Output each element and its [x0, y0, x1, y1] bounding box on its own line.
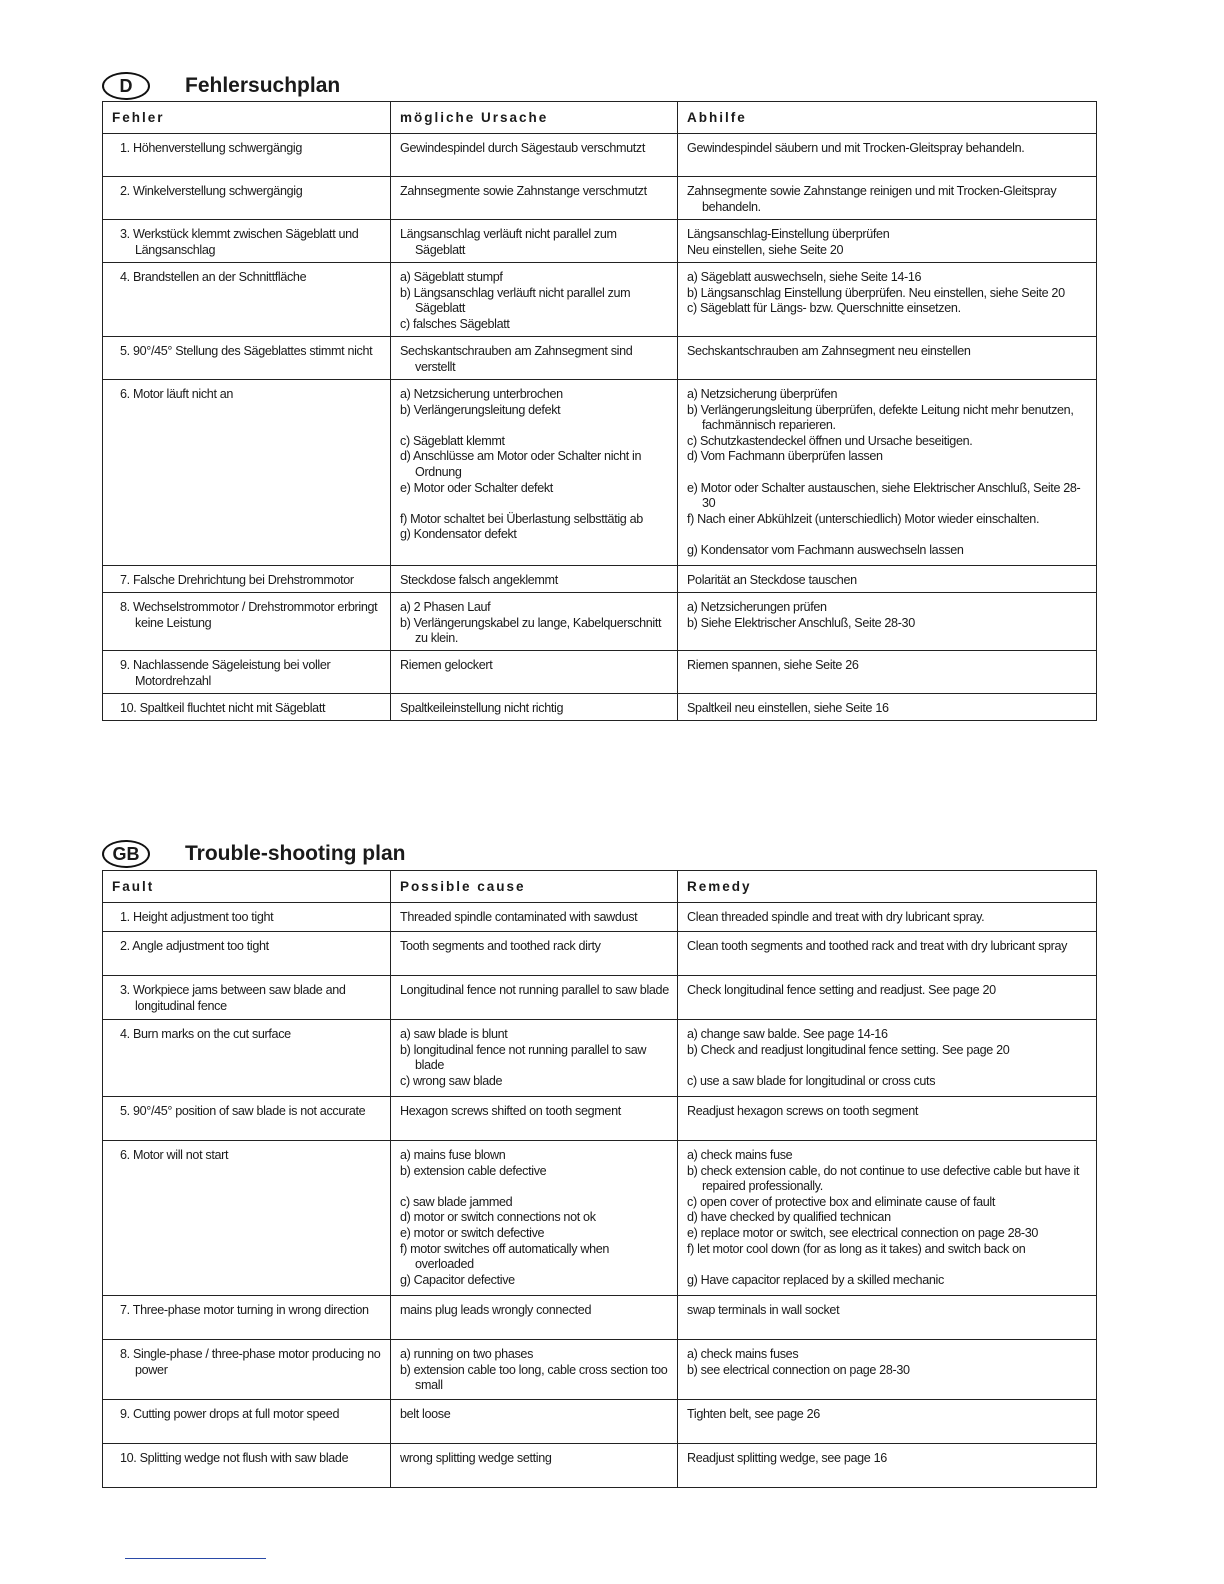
- language-badge-de: D: [102, 72, 150, 100]
- remedy-line: b) Siehe Elektrischer Anschluß, Seite 28-30: [687, 615, 915, 630]
- remedy-line: d) Vom Fachmann überprüfen lassen: [687, 449, 883, 464]
- cause-line: f) Motor schaltet bei Überlastung selbsttätig ab: [400, 511, 643, 526]
- cause-cell: [391, 1296, 678, 1340]
- remedy-cell: [678, 1097, 1097, 1141]
- remedy-line: a) Netzsicherung überprüfen: [687, 387, 838, 401]
- fault-line: 6. Motor läuft nicht an: [120, 387, 234, 401]
- fault-line: 7. Falsche Drehrichtung bei Drehstrommotor: [120, 573, 354, 587]
- fault-line: 8. Wechselstrommotor / Drehstrommotor erbringt keine Leistung: [120, 600, 378, 630]
- remedy-line: Readjust hexagon screws on tooth segment: [687, 1104, 919, 1118]
- remedy-line: Clean tooth segments and toothed rack and treat with dry lubricant spray: [687, 939, 1068, 953]
- cause-line: c) Sägeblatt klemmt: [400, 433, 505, 448]
- cause-line: Sechskantschrauben am Zahnsegment sind verstellt: [400, 344, 633, 374]
- cause-cell: [391, 932, 678, 976]
- cause-line: [400, 418, 669, 434]
- remedy-cell: [678, 903, 1097, 932]
- remedy-line: Neu einstellen, siehe Seite 20: [687, 242, 844, 257]
- remedy-cell: [678, 566, 1097, 593]
- remedy-line: e) Motor oder Schalter austauschen, siehe Elektrischer Anschluß, Seite 28-30: [687, 480, 1081, 511]
- cause-line: b) extension cable defective: [400, 1163, 547, 1178]
- remedy-cell: [678, 220, 1097, 263]
- table-row: [103, 1400, 1097, 1444]
- cause-line: a) running on two phases: [400, 1347, 534, 1361]
- cause-line: f) motor switches off automatically when overloaded: [400, 1241, 610, 1272]
- fault-line: 2. Winkelverstellung schwergängig: [120, 184, 303, 198]
- cause-cell: [391, 566, 678, 593]
- cause-cell: [391, 1340, 678, 1400]
- cause-line: Spaltkeileinstellung nicht richtig: [400, 701, 564, 715]
- fault-cell: [103, 566, 391, 593]
- cause-line: b) Längsanschlag verläuft nicht parallel zum Sägeblatt: [400, 285, 631, 316]
- column-header-fault: Fault: [103, 871, 391, 903]
- remedy-cell: [678, 1141, 1097, 1296]
- fault-line: 9. Nachlassende Sägeleistung bei voller Motordrehzahl: [120, 658, 331, 688]
- fault-line: 7. Three-phase motor turning in wrong direction: [120, 1303, 369, 1317]
- remedy-line: Check longitudinal fence setting and readjust. See page 20: [687, 983, 996, 997]
- cause-line: [400, 1179, 669, 1195]
- fault-line: 2. Angle adjustment too tight: [120, 939, 269, 953]
- troubleshooting-table-de: [102, 101, 1097, 721]
- table-row: [103, 380, 1097, 566]
- cause-line: a) saw blade is blunt: [400, 1027, 508, 1041]
- cause-cell: [391, 593, 678, 651]
- cause-line: Riemen gelockert: [400, 658, 493, 672]
- table-row: [103, 134, 1097, 177]
- cause-line: belt loose: [400, 1407, 451, 1421]
- cause-line: mains plug leads wrongly connected: [400, 1303, 592, 1317]
- remedy-cell: [678, 1020, 1097, 1097]
- cause-cell: [391, 651, 678, 694]
- fault-line: 6. Motor will not start: [120, 1148, 229, 1162]
- remedy-cell: [678, 263, 1097, 337]
- remedy-cell: [678, 694, 1097, 721]
- cause-cell: [391, 1444, 678, 1488]
- fault-cell: [103, 903, 391, 932]
- fault-line: 4. Brandstellen an der Schnittfläche: [120, 270, 307, 284]
- remedy-line: a) change saw balde. See page 14-16: [687, 1027, 888, 1041]
- language-badge-gb: GB: [102, 840, 150, 868]
- remedy-line: a) Netzsicherungen prüfen: [687, 600, 827, 614]
- table-row: [103, 694, 1097, 721]
- column-header-cause: Possible cause: [391, 871, 678, 903]
- table-row: [103, 337, 1097, 380]
- fault-line: 1. Height adjustment too tight: [120, 910, 274, 924]
- table-row: [103, 1340, 1097, 1400]
- cause-line: c) wrong saw blade: [400, 1073, 503, 1088]
- remedy-line: b) Längsanschlag Einstellung überprüfen. Neu einstellen, siehe Seite 20: [687, 285, 1065, 300]
- remedy-line: f) let motor cool down (for as long as it takes) and switch back on: [687, 1241, 1026, 1256]
- remedy-line: c) Sägeblatt für Längs- bzw. Querschnitte einsetzen.: [687, 301, 961, 316]
- fault-cell: [103, 1400, 391, 1444]
- remedy-line: Polarität an Steckdose tauschen: [687, 573, 857, 587]
- fault-cell: [103, 337, 391, 380]
- remedy-cell: [678, 932, 1097, 976]
- cause-cell: [391, 1097, 678, 1141]
- section-title-de: Fehlersuchplan: [185, 74, 341, 97]
- fault-line: 3. Werkstück klemmt zwischen Sägeblatt und Längsanschlag: [120, 227, 359, 257]
- fault-cell: [103, 976, 391, 1020]
- fault-line: 3. Workpiece jams between saw blade and longitudinal fence: [120, 983, 346, 1013]
- remedy-line: Gewindespindel säubern und mit Trocken-Gleitspray behandeln.: [687, 141, 1025, 155]
- fault-cell: [103, 694, 391, 721]
- footer-rule: [125, 1558, 266, 1559]
- cause-line: a) Sägeblatt stumpf: [400, 270, 503, 284]
- cause-line: c) saw blade jammed: [400, 1194, 513, 1209]
- cause-line: Hexagon screws shifted on tooth segment: [400, 1104, 621, 1118]
- remedy-line: c) use a saw blade for longitudinal or cross cuts: [687, 1073, 936, 1088]
- table-row: [103, 1141, 1097, 1296]
- cause-cell: [391, 1400, 678, 1444]
- remedy-line: Spaltkeil neu einstellen, siehe Seite 16: [687, 701, 889, 715]
- remedy-cell: [678, 1400, 1097, 1444]
- column-header-remedy: Abhilfe: [678, 102, 1097, 134]
- cause-line: e) motor or switch defective: [400, 1225, 545, 1240]
- remedy-cell: [678, 1340, 1097, 1400]
- cause-cell: [391, 220, 678, 263]
- remedy-line: c) Schutzkastendeckel öffnen und Ursache beseitigen.: [687, 433, 973, 448]
- cause-line: b) Verlängerungsleitung defekt: [400, 402, 561, 417]
- table-row: [103, 263, 1097, 337]
- section-de-heading: [102, 72, 340, 100]
- fault-cell: [103, 1444, 391, 1488]
- fault-cell: [103, 1141, 391, 1296]
- table-row: [103, 903, 1097, 932]
- fault-line: 5. 90°/45° Stellung des Sägeblattes stimmt nicht: [120, 344, 373, 358]
- remedy-line: a) check mains fuse: [687, 1148, 793, 1162]
- cause-line: d) Anschlüsse am Motor oder Schalter nicht in Ordnung: [400, 449, 642, 479]
- remedy-line: [687, 527, 1088, 543]
- cause-cell: [391, 380, 678, 566]
- table-row: [103, 1296, 1097, 1340]
- fault-cell: [103, 134, 391, 177]
- fault-cell: [103, 932, 391, 976]
- cause-cell: [391, 976, 678, 1020]
- fault-cell: [103, 651, 391, 694]
- cause-line: a) mains fuse blown: [400, 1148, 506, 1162]
- cause-line: b) longitudinal fence not running parallel to saw blade: [400, 1042, 647, 1073]
- table-row: [103, 220, 1097, 263]
- remedy-line: a) Sägeblatt auswechseln, siehe Seite 14-16: [687, 270, 922, 284]
- fault-cell: [103, 593, 391, 651]
- remedy-cell: [678, 337, 1097, 380]
- fault-cell: [103, 1020, 391, 1097]
- remedy-line: c) open cover of protective box and eliminate cause of fault: [687, 1194, 996, 1209]
- fault-line: 9. Cutting power drops at full motor speed: [120, 1407, 340, 1421]
- remedy-line: f) Nach einer Abkühlzeit (unterschiedlich) Motor wieder einschalten.: [687, 511, 1040, 526]
- cause-line: Steckdose falsch angeklemmt: [400, 573, 558, 587]
- fault-line: 1. Höhenverstellung schwergängig: [120, 141, 303, 155]
- cause-cell: [391, 694, 678, 721]
- troubleshooting-table-gb: [102, 870, 1097, 1488]
- cause-line: g) Capacitor defective: [400, 1272, 515, 1287]
- section-title-gb: Trouble-shooting plan: [185, 842, 406, 865]
- cause-cell: [391, 1141, 678, 1296]
- fault-line: 10. Splitting wedge not flush with saw blade: [120, 1451, 349, 1465]
- remedy-cell: [678, 1444, 1097, 1488]
- remedy-cell: [678, 976, 1097, 1020]
- table-row: [103, 1020, 1097, 1097]
- cause-line: [400, 496, 669, 512]
- remedy-line: Zahnsegmente sowie Zahnstange reinigen und mit Trocken-Gleitspray behandeln.: [687, 184, 1057, 214]
- remedy-line: Längsanschlag-Einstellung überprüfen: [687, 227, 890, 241]
- cause-line: Tooth segments and toothed rack dirty: [400, 939, 601, 953]
- remedy-line: a) check mains fuses: [687, 1347, 799, 1361]
- fault-line: 4. Burn marks on the cut surface: [120, 1027, 291, 1041]
- remedy-line: g) Kondensator vom Fachmann auswechseln lassen: [687, 542, 964, 557]
- column-header-cause: mögliche Ursache: [391, 102, 678, 134]
- remedy-line: b) Check and readjust longitudinal fence setting. See page 20: [687, 1042, 1010, 1057]
- cause-cell: [391, 903, 678, 932]
- fault-line: 10. Spaltkeil fluchtet nicht mit Sägeblatt: [120, 701, 326, 715]
- remedy-line: swap terminals in wall socket: [687, 1303, 840, 1317]
- remedy-line: [687, 1058, 1088, 1074]
- remedy-line: Sechskantschrauben am Zahnsegment neu einstellen: [687, 344, 971, 358]
- remedy-cell: [678, 134, 1097, 177]
- remedy-line: d) have checked by qualified technican: [687, 1210, 891, 1225]
- table-row: [103, 932, 1097, 976]
- cause-line: Zahnsegmente sowie Zahnstange verschmutzt: [400, 184, 647, 198]
- cause-cell: [391, 177, 678, 220]
- remedy-line: [687, 1257, 1088, 1273]
- column-header-fault: Fehler: [103, 102, 391, 134]
- cause-line: a) Netzsicherung unterbrochen: [400, 387, 563, 401]
- fault-line: 8. Single-phase / three-phase motor producing no power: [120, 1347, 381, 1377]
- cause-line: Threaded spindle contaminated with sawdust: [400, 910, 638, 924]
- remedy-line: Riemen spannen, siehe Seite 26: [687, 658, 859, 672]
- cause-line: a) 2 Phasen Lauf: [400, 600, 491, 614]
- cause-cell: [391, 1020, 678, 1097]
- cause-line: Longitudinal fence not running parallel to saw blade: [400, 983, 669, 997]
- remedy-line: Clean threaded spindle and treat with dry lubricant spray.: [687, 910, 985, 924]
- fault-cell: [103, 220, 391, 263]
- cause-cell: [391, 263, 678, 337]
- cause-line: Längsanschlag verläuft nicht parallel zum Sägeblatt: [400, 227, 617, 257]
- cause-line: b) extension cable too long, cable cross section too small: [400, 1362, 668, 1393]
- fault-cell: [103, 263, 391, 337]
- cause-line: wrong splitting wedge setting: [400, 1451, 552, 1465]
- cause-line: e) Motor oder Schalter defekt: [400, 480, 553, 495]
- remedy-line: b) see electrical connection on page 28-30: [687, 1362, 910, 1377]
- column-header-remedy: Remedy: [678, 871, 1097, 903]
- remedy-cell: [678, 1296, 1097, 1340]
- table-row: [103, 976, 1097, 1020]
- fault-line: 5. 90°/45° position of saw blade is not accurate: [120, 1104, 366, 1118]
- remedy-line: [687, 465, 1088, 481]
- fault-cell: [103, 177, 391, 220]
- remedy-cell: [678, 177, 1097, 220]
- cause-line: d) motor or switch connections not ok: [400, 1210, 596, 1225]
- cause-line: c) falsches Sägeblatt: [400, 316, 510, 331]
- cause-line: Gewindespindel durch Sägestaub verschmutzt: [400, 141, 646, 155]
- remedy-cell: [678, 593, 1097, 651]
- table-row: [103, 651, 1097, 694]
- cause-line: g) Kondensator defekt: [400, 527, 517, 542]
- fault-cell: [103, 1296, 391, 1340]
- table-row: [103, 593, 1097, 651]
- table-row: [103, 177, 1097, 220]
- remedy-line: Readjust splitting wedge, see page 16: [687, 1451, 887, 1465]
- remedy-line: b) Verlängerungsleitung überprüfen, defekte Leitung nicht mehr benutzen, fachmännisch reparieren.: [687, 402, 1074, 433]
- cause-line: b) Verlängerungskabel zu lange, Kabelquerschnitt zu klein.: [400, 615, 662, 646]
- remedy-line: e) replace motor or switch, see electrical connection on page 28-30: [687, 1225, 1039, 1240]
- remedy-line: b) check extension cable, do not continue to use defective cable but have it repaired professionally.: [687, 1163, 1080, 1194]
- remedy-cell: [678, 380, 1097, 566]
- section-gb-heading: [102, 840, 405, 868]
- fault-cell: [103, 1340, 391, 1400]
- remedy-cell: [678, 651, 1097, 694]
- remedy-line: g) Have capacitor replaced by a skilled mechanic: [687, 1272, 944, 1287]
- fault-cell: [103, 380, 391, 566]
- remedy-line: Tighten belt, see page 26: [687, 1407, 820, 1421]
- table-row: [103, 1444, 1097, 1488]
- table-row: [103, 566, 1097, 593]
- fault-cell: [103, 1097, 391, 1141]
- cause-cell: [391, 134, 678, 177]
- cause-cell: [391, 337, 678, 380]
- table-row: [103, 1097, 1097, 1141]
